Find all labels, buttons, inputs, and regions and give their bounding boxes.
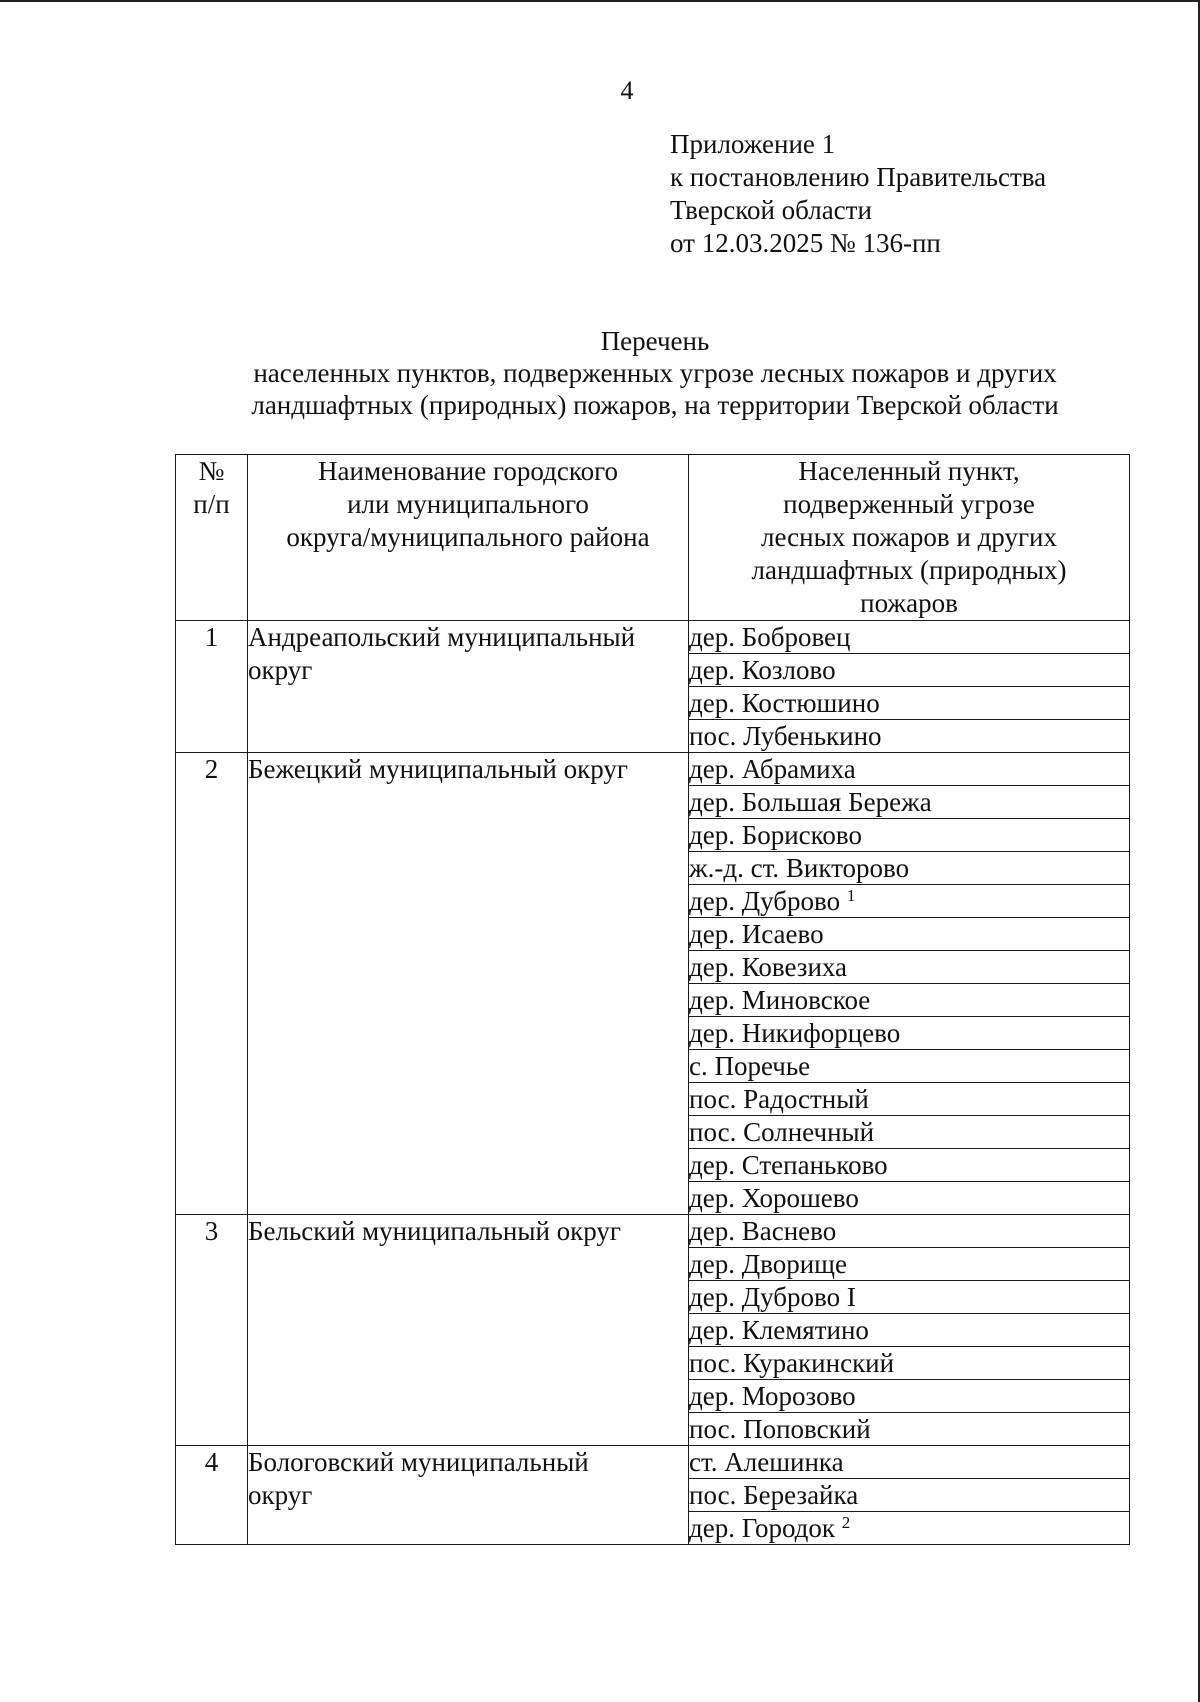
settlement-cell: [689, 1314, 1130, 1347]
settlement-name: пос. Солнечный: [689, 1117, 875, 1147]
settlement-cell: [689, 1083, 1130, 1116]
settlement-name: дер. Городок: [689, 1513, 836, 1543]
settlement-name: пос. Куракинский: [689, 1348, 895, 1378]
settlement-cell: [689, 753, 1130, 786]
header-line: п/п: [193, 489, 230, 519]
settlement-cell: [689, 951, 1130, 984]
header-line: округа/муниципального района: [286, 522, 650, 552]
settlement-name: дер. Хорошево: [689, 1183, 859, 1213]
settlement-cell: [689, 1149, 1130, 1182]
title-line: ландшафтных (природных) пожаров, на территории Тверской области: [251, 390, 1059, 420]
settlement-cell: [689, 654, 1130, 687]
settlement-cell: [689, 984, 1130, 1017]
settlement-name: пос. Поповский: [689, 1414, 871, 1444]
district-name: [248, 621, 689, 753]
district-line: округ: [248, 1480, 313, 1510]
settlement-name: с. Поречье: [689, 1051, 811, 1081]
settlement-name: дер. Морозово: [689, 1381, 856, 1411]
settlement-name: дер. Исаево: [689, 919, 824, 949]
appendix-line: к постановлению Правительства: [670, 162, 1047, 192]
settlement-name: дер. Степаньково: [689, 1150, 888, 1180]
district-name: [248, 753, 689, 1215]
appendix-line: Тверской области: [670, 195, 872, 225]
appendix-note: [670, 128, 1046, 260]
row-number: 1: [176, 621, 248, 753]
settlement-name: дер. Борисково: [689, 820, 862, 850]
header-line: ландшафтных (природных): [751, 555, 1067, 585]
settlement-name: дер. Дуброво: [689, 886, 841, 916]
header-number: [176, 455, 248, 621]
header-line: или муниципального: [347, 489, 589, 519]
settlement-cell: [689, 1347, 1130, 1380]
settlements-table: [175, 454, 1130, 1545]
settlement-cell: [689, 687, 1130, 720]
header-line: Населенный пункт,: [798, 456, 1020, 486]
settlement-name: дер. Абрамиха: [689, 754, 856, 784]
settlement-cell: [689, 1215, 1130, 1248]
settlement-cell: [689, 885, 1130, 918]
settlement-name: дер. Большая Бережа: [689, 787, 932, 817]
district-line: Бельский муниципальный округ: [248, 1216, 621, 1246]
settlement-cell: [689, 1446, 1130, 1479]
settlement-name: дер. Дворище: [689, 1249, 847, 1279]
settlement-name: дер. Дуброво I: [689, 1282, 856, 1312]
settlement-name: пос. Радостный: [689, 1084, 869, 1114]
district-line: Бологовский муниципальный: [248, 1447, 589, 1477]
appendix-line: от 12.03.2025 № 136-пп: [670, 228, 941, 258]
settlement-cell: [689, 786, 1130, 819]
settlement-name: дер. Козлово: [689, 655, 836, 685]
table-row: [176, 753, 1130, 786]
settlement-cell: [689, 1413, 1130, 1446]
header-line: Наименование городского: [318, 456, 618, 486]
settlement-cell: [689, 1281, 1130, 1314]
settlement-name: дер. Ковезиха: [689, 952, 848, 982]
header-line: пожаров: [860, 588, 958, 618]
settlement-cell: [689, 1182, 1130, 1215]
district-line: Андреапольский муниципальный: [248, 622, 636, 652]
settlement-name: дер. Бобровец: [689, 622, 851, 652]
appendix-line: Приложение 1: [670, 129, 836, 159]
settlement-cell: [689, 1479, 1130, 1512]
row-number: 4: [176, 1446, 248, 1545]
row-number: 2: [176, 753, 248, 1215]
settlement-name: пос. Лубенькино: [689, 721, 882, 751]
settlement-name: дер. Васнево: [689, 1216, 837, 1246]
document-title: [175, 325, 1135, 421]
settlement-cell: [689, 1512, 1130, 1545]
table-row: [176, 1215, 1130, 1248]
district-line: округ: [248, 655, 313, 685]
settlement-name: дер. Миновское: [689, 985, 871, 1015]
district-line: Бежецкий муниципальный округ: [248, 754, 628, 784]
district-name: [248, 1215, 689, 1446]
table-row: [176, 1446, 1130, 1479]
settlement-name: ж.-д. ст. Викторово: [689, 853, 910, 883]
page-border-top: [0, 0, 1200, 2]
header-settlement: [689, 455, 1130, 621]
settlement-cell: [689, 621, 1130, 654]
settlement-name: дер. Никифорцево: [689, 1018, 901, 1048]
settlement-cell: [689, 819, 1130, 852]
settlement-name: пос. Березайка: [689, 1480, 859, 1510]
settlement-cell: [689, 1017, 1130, 1050]
header-district: [248, 455, 689, 621]
table-header-row: [176, 455, 1130, 621]
page-number: 4: [620, 76, 634, 105]
settlement-cell: [689, 1248, 1130, 1281]
title-line: населенных пунктов, подверженных угрозе лесных пожаров и других: [253, 358, 1057, 388]
table-body: [176, 621, 1130, 1545]
header-line: лесных пожаров и других: [761, 522, 1057, 552]
settlement-name: дер. Костюшино: [689, 688, 880, 718]
settlement-cell: [689, 1380, 1130, 1413]
table-row: [176, 621, 1130, 654]
title-line: Перечень: [600, 326, 710, 356]
row-number: 3: [176, 1215, 248, 1446]
footnote-marker: 2: [841, 1513, 851, 1532]
district-name: [248, 1446, 689, 1545]
settlement-name: дер. Клемятино: [689, 1315, 869, 1345]
header-line: №: [198, 456, 225, 486]
settlement-cell: [689, 918, 1130, 951]
footnote-marker: 1: [846, 886, 856, 905]
header-line: подверженный угрозе: [783, 489, 1035, 519]
settlement-cell: [689, 852, 1130, 885]
settlement-name: ст. Алешинка: [689, 1447, 844, 1477]
settlement-cell: [689, 720, 1130, 753]
settlement-cell: [689, 1050, 1130, 1083]
settlement-cell: [689, 1116, 1130, 1149]
